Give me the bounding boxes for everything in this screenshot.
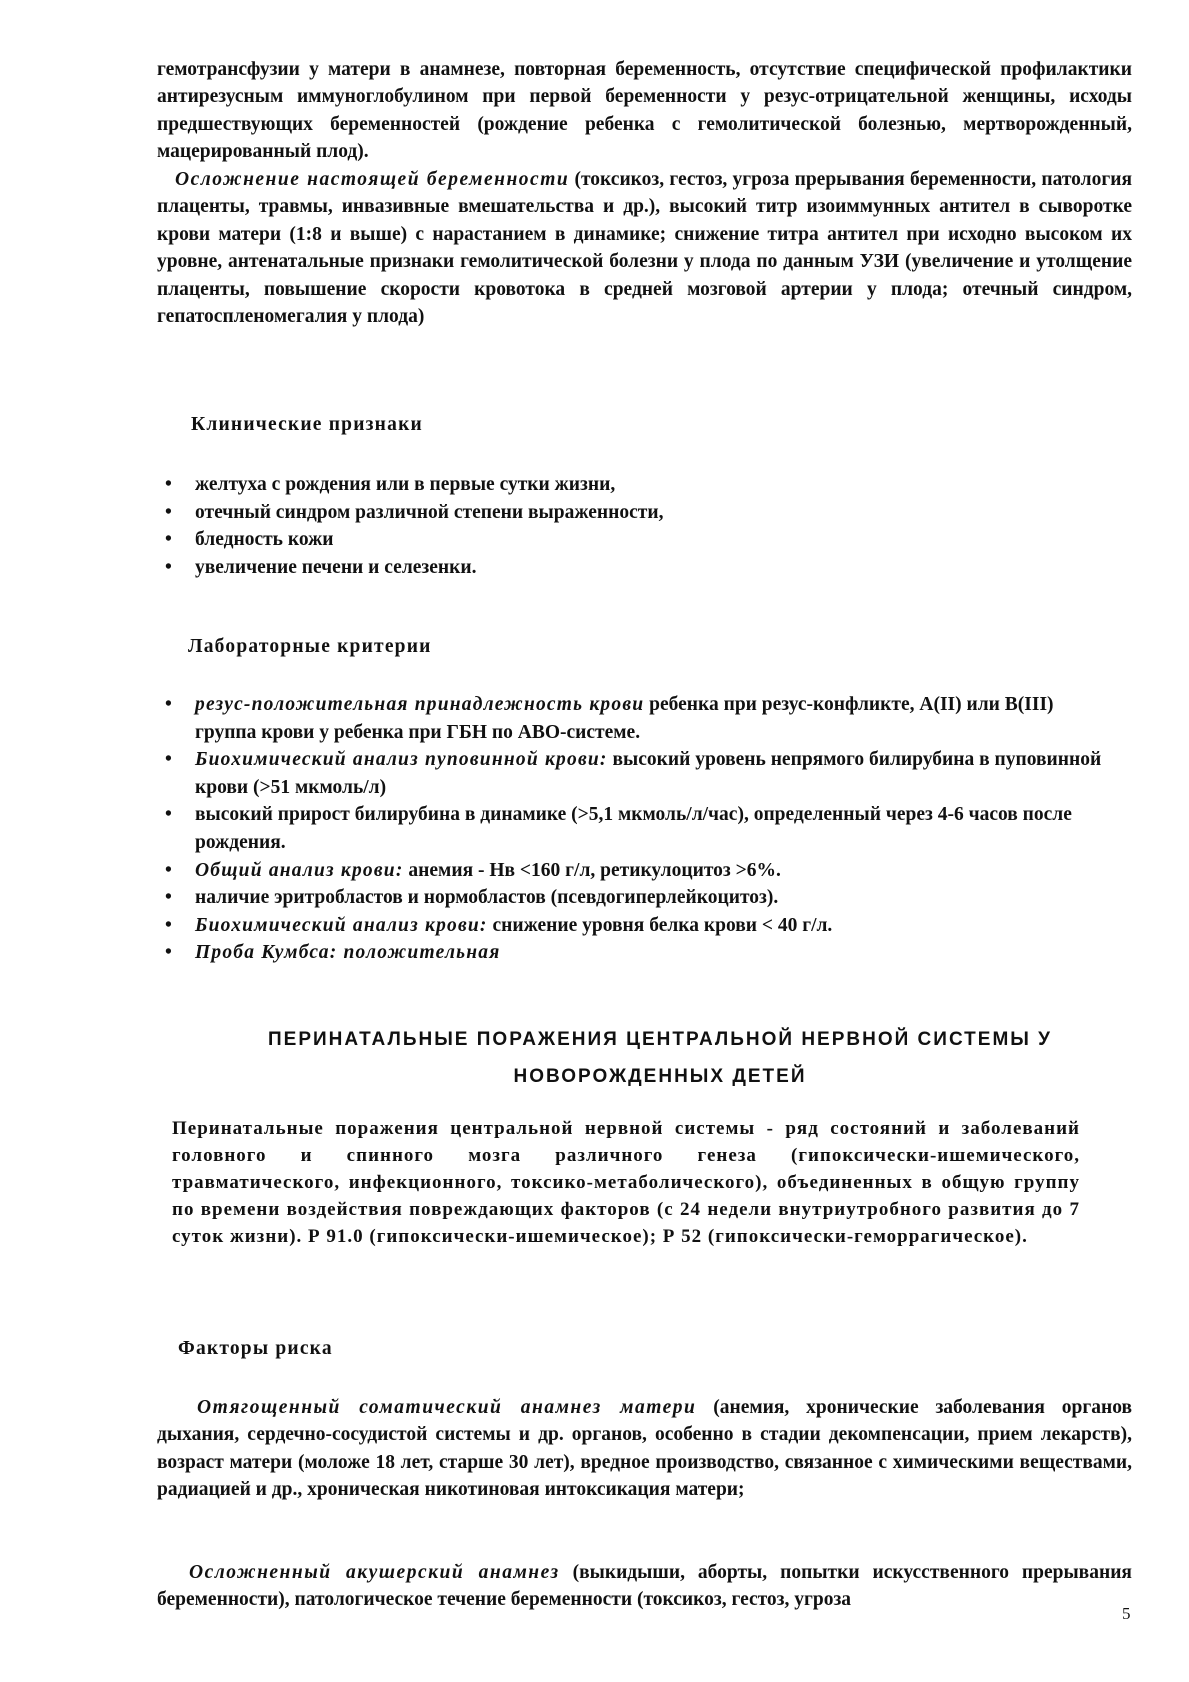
lead-phrase: Осложнение настоящей беременности	[175, 169, 570, 190]
list-item: • Проба Кумбса: положительная	[157, 939, 1107, 967]
list-item: • отечный синдром различной степени выраженности,	[157, 499, 1137, 527]
section-definition: Перинатальные поражения центральной нервной системы - ряд состояний и заболеваний головного и спинного мозга различного генеза (гипоксически-ишемического, травматического, инфекционного, токсико-метаболического), объединенных в общую группу по времени воздействия повреждающих факторов (с 24 недели внутриутробного развития до 7 суток жизни). Р 91.0 (гипоксически-ишемическое); Р 52 (гипоксически-геморрагическое).	[172, 1118, 1080, 1247]
list-item: • Биохимический анализ крови: снижение уровня белка крови < 40 г/л.	[157, 912, 1107, 940]
section-title: ПЕРИНАТАЛЬНЫЕ ПОРАЖЕНИЯ ЦЕНТРАЛЬНОЙ НЕРВНОЙ СИСТЕМЫ У НОВОРОЖДЕННЫХ ДЕТЕЙ	[267, 1029, 1052, 1087]
list-item: • резус-положительная принадлежность крови ребенка при резус-конфликте, А(II) или В(III) группа крови у ребенка при ГБН по АВО-системе.	[157, 691, 1107, 746]
list-item: • увеличение печени и селезенки.	[157, 554, 1137, 582]
paragraph-somatic-anamnesis: Отягощенный соматический анамнез матери (анемия, хронические заболевания органов дыхания, сердечно-сосудистой системы и др. органов, особенно в стадии декомпенсации, прием лекарств), возраст матери (моложе 18 лет, старше 30 лет), вредное производство, связанное с химическими веществами, радиацией и др., хроническая никотиновая интоксикация матери;	[157, 1397, 1132, 1501]
lead-phrase: Осложненный акушерский анамнез	[189, 1562, 560, 1583]
heading-lab-criteria: Лабораторные критерии	[188, 636, 432, 657]
list-lab-criteria	[157, 691, 1107, 967]
heading-clinical-signs: Клинические признаки	[191, 414, 423, 435]
list-item: • высокий прирост билирубина в динамике (>5,1 мкмоль/л/час), определенный через 4-6 часов после рождения.	[157, 801, 1107, 856]
heading-risk-factors: Факторы риска	[178, 1338, 333, 1359]
paragraph-anamnesis-continued: гемотрансфузии у матери в анамнезе, повторная беременность, отсутствие специфической профилактики антирезусным иммуноглобулином при первой беременности у резус-отрицательной женщины, исходы предшествующих беременностей (рождение ребенка с гемолитической болезнью, мертворожденный, мацерированный плод).	[157, 59, 1132, 163]
list-item: • наличие эритробластов и нормобластов (псевдогиперлейкоцитоз).	[157, 884, 1107, 912]
list-item: • Общий анализ крови: анемия - Нв <160 г/л, ретикулоцитоз >6%.	[157, 857, 1107, 885]
paragraph-obstetric-anamnesis: Осложненный акушерский анамнез (выкидыши, аборты, попытки искусственного прерывания беременности), патологическое течение беременности (токсикоз, гестоз, угроза	[157, 1562, 1132, 1611]
page-number: 5	[1122, 1604, 1131, 1623]
lead-phrase: Отягощенный соматический анамнез матери	[197, 1397, 697, 1418]
list-clinical-signs	[157, 471, 1137, 581]
list-item: • желтуха с рождения или в первые сутки жизни,	[157, 471, 1137, 499]
paragraph-pregnancy-complications: Осложнение настоящей беременности (токсикоз, гестоз, угроза прерывания беременности, патология плаценты, травмы, инвазивные вмешательства и др.), высокий титр изоиммунных антител в сыворотке крови матери (1:8 и выше) с нарастанием в динамике; снижение титра антител при исходно высоком их уровне, антенатальные признаки гемолитической болезни у плода по данным УЗИ (увеличение и утолщение плаценты, повышение скорости кровотока в средней мозговой артерии у плода; отечный синдром, гепатоспленомегалия у плода)	[157, 169, 1132, 328]
list-item: • Биохимический анализ пуповинной крови: высокий уровень непрямого билирубина в пуповинной крови (>51 мкмоль/л)	[157, 746, 1107, 801]
list-item: • бледность кожи	[157, 526, 1137, 554]
